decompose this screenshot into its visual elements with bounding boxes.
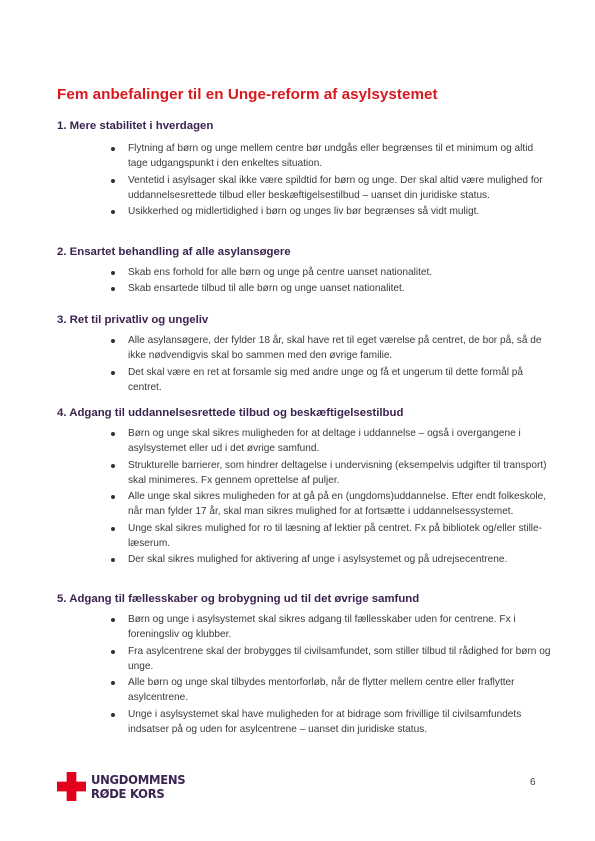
list-item bbox=[0, 644, 552, 675]
logo-line-1: UNGDOMMENS bbox=[91, 772, 186, 787]
bullet-icon bbox=[111, 713, 115, 717]
list-item-text: Børn og unge skal sikres muligheden for at deltage i uddannelse – også i overgangene i asylsystemet eller ud i det øvrige samfund. bbox=[128, 428, 521, 455]
bullet-list-privacy bbox=[0, 333, 595, 395]
list-item bbox=[0, 612, 552, 643]
bullet-icon bbox=[111, 339, 115, 343]
list-item bbox=[0, 173, 552, 204]
list-item-text: Skab ens forhold for alle børn og unge på centre uanset nationalitet. bbox=[128, 267, 433, 278]
list-item-text: Ventetid i asylsager skal ikke være spildtid for børn og unge. Der skal altid være mulighed for uddannelsesrettede tilbud eller beskæftigelsestilbud – uanset din juridiske status. bbox=[128, 174, 543, 201]
list-item bbox=[0, 141, 552, 172]
list-item-text: Børn og unge i asylsystemet skal sikres adgang til fællesskaber uden for centrene. Fx i foreningsliv og klubber. bbox=[128, 614, 516, 641]
list-item-text: Unge i asylsystemet skal have muligheden for at bidrage som frivillige til civilsamfundets indsatser på og uden for asylcentrene – uanset din juridiske status. bbox=[128, 708, 522, 735]
logo-line-2: RØDE KORS bbox=[91, 785, 165, 801]
bullet-icon bbox=[111, 147, 115, 151]
bullet-icon bbox=[111, 210, 115, 214]
list-item-text: Alle asylansøgere, der fylder 18 år, skal have ret til eget værelse på centret, de bor på, så de ikke nødvendigvis skal bo sammen med den øvrige familie. bbox=[128, 335, 542, 362]
bullet-icon bbox=[111, 271, 115, 275]
list-item-text: Alle unge skal sikres muligheden for at gå på en (ungdoms)uddannelse. Efter endt folkeskole, når man fylder 17 år, skal man sikres mulighed for at fortsætte i uddannelsessystemet. bbox=[128, 491, 547, 518]
bullet-list-communities bbox=[0, 612, 595, 737]
bullet-list-stability bbox=[0, 141, 595, 219]
list-item bbox=[0, 489, 552, 520]
list-item-text: Usikkerhed og midlertidighed i børn og unges liv bør begrænses så vidt muligt. bbox=[128, 206, 480, 217]
list-item bbox=[0, 521, 552, 552]
list-item-text: Skab ensartede tilbud til alle børn og unge uanset nationalitet. bbox=[128, 283, 405, 295]
page-number: 6 bbox=[530, 777, 536, 788]
bullet-list-education bbox=[0, 426, 595, 567]
bullet-icon bbox=[111, 558, 115, 562]
list-item bbox=[0, 265, 552, 280]
bullet-icon bbox=[111, 650, 115, 654]
list-item bbox=[0, 333, 552, 364]
list-item-text: Unge skal sikres mulighed for ro til læsning af lektier på centret. Fx på bibliotek og/eller stille-læserum. bbox=[128, 522, 543, 549]
list-item-text: Der skal sikres mulighed for aktivering af unge i asylsystemet og på udrejsecentrene. bbox=[128, 554, 508, 565]
list-item bbox=[0, 675, 552, 706]
list-item-text: Fra asylcentrene skal der brobygges til civilsamfundet, som stiller tilbud til rådighed for børn og unge. bbox=[128, 645, 551, 672]
bullet-icon bbox=[111, 618, 115, 622]
list-item-text: Det skal være en ret at forsamle sig med andre unge og få et ungerum til dette formål på centret. bbox=[128, 366, 523, 393]
section-heading-education: 4. Adgang til uddannelsesrettede tilbud og beskæftigelsestilbud bbox=[57, 407, 404, 419]
red-cross-icon bbox=[57, 772, 86, 801]
list-item bbox=[0, 458, 552, 489]
bullet-icon bbox=[111, 432, 115, 436]
list-item bbox=[0, 365, 552, 396]
bullet-icon bbox=[111, 287, 115, 291]
section-heading-equal-treatment: 2. Ensartet behandling af alle asylansøgere bbox=[57, 246, 291, 258]
bullet-list-equal-treatment bbox=[0, 265, 595, 297]
bullet-icon bbox=[111, 527, 115, 531]
logo-wordmark bbox=[91, 773, 185, 800]
bullet-icon bbox=[111, 179, 115, 183]
list-item-text: Alle børn og unge skal tilbydes mentorforløb, når de flytter mellem centre eller fraflytter asylcentrene. bbox=[128, 677, 515, 704]
section-heading-stability: 1. Mere stabilitet i hverdagen bbox=[57, 120, 214, 132]
list-item bbox=[0, 426, 552, 457]
organization-logo bbox=[57, 772, 194, 801]
list-item bbox=[0, 204, 552, 219]
list-item-text: Strukturelle barrierer, som hindrer deltagelse i undervisning (eksempelvis udgifter til transport) skal minimeres. Fx gennem oprettelse af puljer. bbox=[128, 459, 547, 486]
bullet-icon bbox=[111, 464, 115, 468]
section-heading-privacy: 3. Ret til privatliv og ungeliv bbox=[57, 314, 209, 326]
page-title: Fem anbefalinger til en Unge-reform af asylsystemet bbox=[57, 86, 438, 103]
bullet-icon bbox=[111, 681, 115, 685]
list-item bbox=[0, 552, 552, 567]
section-heading-communities: 5. Adgang til fællesskaber og brobygning ud til det øvrige samfund bbox=[57, 593, 420, 605]
list-item bbox=[0, 281, 552, 296]
list-item-text: Flytning af børn og unge mellem centre bør undgås eller begrænses til et minimum og altid tage udgangspunkt i den enkeltes situation. bbox=[128, 143, 534, 170]
list-item bbox=[0, 707, 552, 738]
bullet-icon bbox=[111, 495, 115, 499]
bullet-icon bbox=[111, 371, 115, 375]
